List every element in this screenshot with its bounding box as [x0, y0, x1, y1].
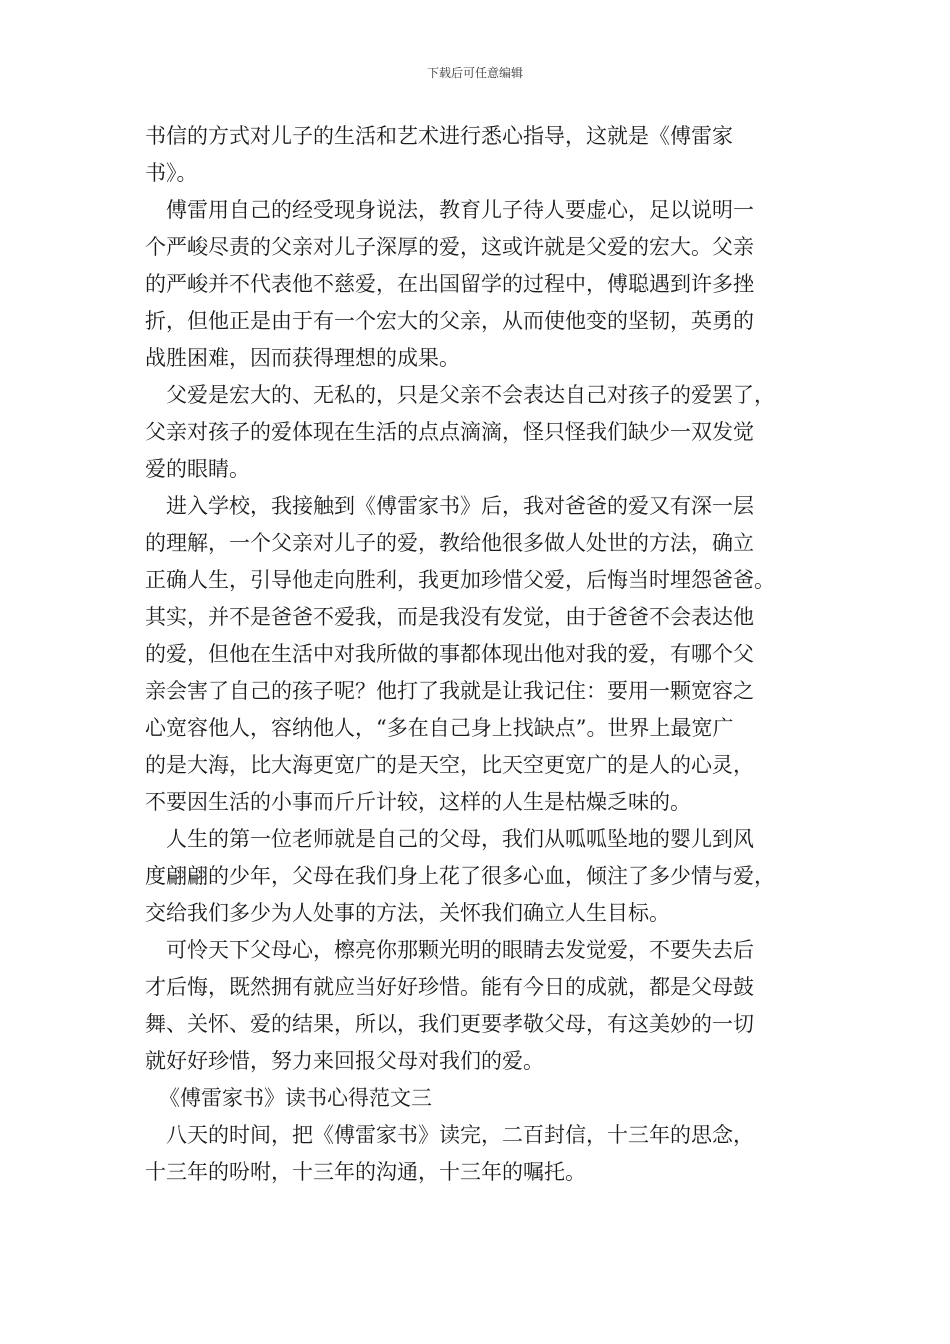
text-line: 心宽容他人，容纳他人，“多在自己身上找缺点”。世界上最宽广: [145, 716, 734, 740]
page-header: 下载后可任意编辑: [426, 66, 523, 80]
text-line: 人生的第一位老师就是自己的父母，我们从呱呱坠地的婴儿到风: [166, 827, 754, 851]
paragraph-1: [145, 118, 810, 192]
text-line: 交给我们多少为人处事的方法，关怀我们确立人生目标。: [145, 901, 670, 925]
text-line: 的理解，一个父亲对儿子的爱，教给他很多做人处世的方法，确立: [145, 531, 754, 555]
text-line: 就好好珍惜，努力来回报父母对我们的爱。: [145, 1049, 544, 1073]
text-line: 不要因生活的小事而斤斤计较，这样的人生是枯燥乏味的。: [145, 790, 691, 814]
paragraph-6: [145, 932, 810, 1080]
paragraph-3: [145, 377, 810, 488]
text-line: 折，但他正是由于有一个宏大的父亲，从而使他变的坚韧，英勇的: [145, 309, 754, 333]
section-heading: [145, 1080, 810, 1117]
text-line: 正确人生，引导他走向胜利，我更加珍惜父爱，后悔当时埋怨爸爸。: [145, 568, 775, 592]
text-line: 可怜天下父母心，檫亮你那颗光明的眼睛去发觉爱，不要失去后: [166, 938, 754, 962]
text-line: 其实，并不是爸爸不爱我，而是我没有发觉，由于爸爸不会表达他: [145, 605, 754, 629]
text-line: 书》。: [145, 161, 198, 185]
text-line: 父爱是宏大的、无私的，只是父亲不会表达自己对孩子的爱罢了，: [166, 383, 775, 407]
text-line: 舞、关怀、爱的结果，所以，我们更要孝敬父母，有这美妙的一切: [145, 1012, 754, 1036]
text-line: 个严峻尽责的父亲对儿子深厚的爱，这或许就是父爱的宏大。父亲: [145, 235, 754, 259]
text-line: 傅雷用自己的经受现身说法，教育儿子待人要虚心，足以说明一: [166, 198, 754, 222]
text-line: 度翩翩的少年，父母在我们身上花了很多心血，倾注了多少情与爱，: [145, 864, 775, 888]
text-line: 的爱，但他在生活中对我所做的事都体现出他对我的爱，有哪个父: [145, 642, 754, 666]
text-line: 才后悔，既然拥有就应当好好珍惜。能有今日的成就，都是父母鼓: [145, 975, 754, 999]
text-line: 父亲对孩子的爱体现在生活的点点滴滴，怪只怪我们缺少一双发觉: [145, 420, 754, 444]
text-line: 十三年的吩咐，十三年的沟通，十三年的嘱托。: [145, 1160, 586, 1184]
text-line: 的严峻并不代表他不慈爱，在出国留学的过程中，傅聪遇到许多挫: [145, 272, 754, 296]
text-line: 进入学校，我接触到《傅雷家书》后，我对爸爸的爱又有深一层: [166, 494, 754, 518]
document-body: [145, 118, 810, 1191]
text-line: 亲会害了自己的孩子呢？他打了我就是让我记住：要用一颗宽容之: [145, 679, 754, 703]
paragraph-5: [145, 821, 810, 932]
text-line: 战胜困难，因而获得理想的成果。: [145, 346, 460, 370]
paragraph-7: [145, 1117, 810, 1191]
text-line: 书信的方式对儿子的生活和艺术进行悉心指导，这就是《傅雷家: [145, 124, 733, 148]
paragraph-2: [145, 192, 810, 377]
paragraph-4: [145, 488, 810, 821]
text-line: 八天的时间，把《傅雷家书》读完，二百封信，十三年的思念，: [166, 1123, 754, 1147]
text-line: 爱的眼睛。: [145, 457, 250, 481]
text-line: 《傅雷家书》读书心得范文三: [159, 1086, 432, 1110]
text-line: 的是大海，比大海更宽广的是天空，比天空更宽广的是人的心灵，: [145, 753, 754, 777]
